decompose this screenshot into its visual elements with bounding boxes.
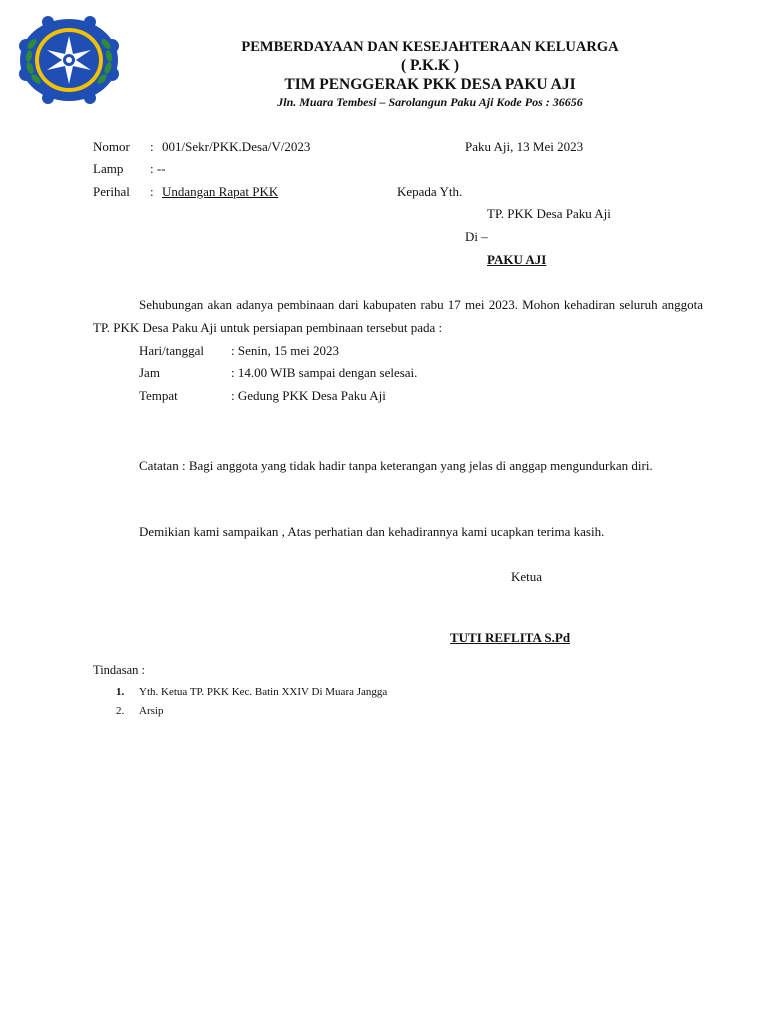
note-text: Catatan : Bagi anggota yang tidak hadir tanpa keterangan yang jelas di anggap mengundurkan diri. bbox=[139, 458, 653, 473]
org-name: PEMBERDAYAAN DAN KESEJAHTERAAN KELUARGA bbox=[241, 39, 619, 55]
body-paragraph-text: Sehubungan akan adanya pembinaan dari kabupaten rabu 17 mei 2023. Mohon kehadiran seluruh anggota TP. PKK Desa Paku Aji untuk persiapan pembinaan tersebut pada : bbox=[93, 297, 703, 335]
detail-value-place: : Gedung PKK Desa Paku Aji bbox=[231, 388, 386, 403]
perihal-value: Undangan Rapat PKK bbox=[162, 184, 279, 199]
perihal-label: Perihal bbox=[93, 184, 130, 199]
org-address: Jln. Muara Tembesi – Sarolangun Paku Aji Kode Pos : 36656 bbox=[277, 95, 583, 109]
signature-title: Ketua bbox=[511, 569, 543, 584]
detail-value-time: : 14.00 WIB sampai dengan selesai. bbox=[231, 365, 418, 380]
closing-text: Demikian kami sampaikan , Atas perhatian dan kehadirannya kami ucapkan terima kasih. bbox=[139, 524, 605, 539]
detail-label-date: Hari/tanggal bbox=[139, 343, 204, 358]
place-date: Paku Aji, 13 Mei 2023 bbox=[465, 139, 584, 154]
recipient-name: TP. PKK Desa Paku Aji bbox=[487, 206, 611, 221]
detail-value-date: : Senin, 15 mei 2023 bbox=[231, 343, 339, 358]
note-paragraph bbox=[93, 454, 703, 477]
cc-label: Tindasan : bbox=[93, 663, 145, 677]
pkk-logo-icon bbox=[18, 16, 120, 104]
recipient-city: PAKU AJI bbox=[487, 252, 547, 267]
cc-item-text: Arsip bbox=[139, 705, 164, 717]
perihal-separator: : bbox=[150, 184, 154, 199]
cc-item-number: 2. bbox=[116, 705, 125, 717]
recipient-greeting: Kepada Yth. bbox=[397, 184, 463, 199]
recipient-di: Di – bbox=[465, 229, 488, 244]
lamp-value: : -- bbox=[150, 161, 166, 176]
body-paragraph bbox=[93, 293, 703, 339]
cc-item-text: Yth. Ketua TP. PKK Kec. Batin XXIV Di Muara Jangga bbox=[139, 686, 388, 698]
nomor-label: Nomor bbox=[93, 139, 130, 154]
lamp-label: Lamp bbox=[93, 161, 124, 176]
detail-label-place: Tempat bbox=[139, 388, 178, 403]
org-team-name: TIM PENGGERAK PKK DESA PAKU AJI bbox=[284, 76, 576, 93]
nomor-value: 001/Sekr/PKK.Desa/V/2023 bbox=[162, 139, 311, 154]
org-abbreviation: ( P.K.K ) bbox=[401, 57, 459, 74]
cc-item-number: 1. bbox=[116, 686, 125, 698]
signature-name: TUTI REFLITA S.Pd bbox=[450, 630, 571, 645]
detail-label-time: Jam bbox=[139, 365, 160, 380]
nomor-separator: : bbox=[150, 139, 154, 154]
